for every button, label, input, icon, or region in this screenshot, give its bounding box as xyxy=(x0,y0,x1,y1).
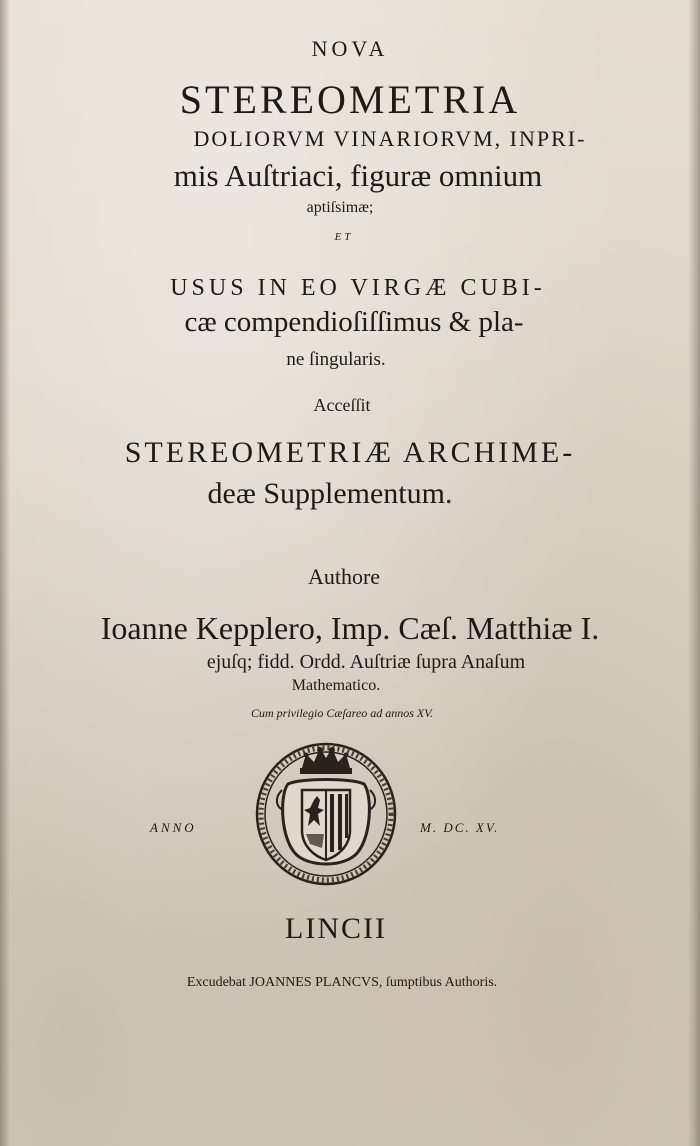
author-role: Mathematico. xyxy=(291,677,381,694)
author-label: Authore xyxy=(307,564,381,589)
title-stereometriae: STEREOMETRIÆ ARCHIME- xyxy=(124,436,576,469)
author-office: ejuſq; fidd. Ordd. Auſtriæ ſupra Anaſum xyxy=(206,651,526,673)
title-austriaci: mis Auſtriaci, figuræ omnium xyxy=(173,158,543,193)
title-singularis: ne ſingularis. xyxy=(286,349,386,370)
title-nova: NOVA xyxy=(311,36,389,61)
title-aptissimae: aptiſsimæ; xyxy=(306,199,374,216)
title-doliorum: DOLIORVM VINARIORVM, INPRI- xyxy=(193,126,587,151)
imprint-printer: Excudebat JOANNES PLANCVS, ſumptibus Authoris. xyxy=(186,975,498,990)
coat-of-arms-icon xyxy=(254,738,398,886)
title-supplementum: deæ Supplementum. xyxy=(207,477,453,510)
title-accessit: Acceſſit xyxy=(313,395,371,415)
title-et: ET xyxy=(334,231,354,243)
imprint-place: LINCII xyxy=(285,912,387,945)
privilege-note: Cum privilegio Cæſareo ad annos XV. xyxy=(250,706,433,720)
title-stereometria: STEREOMETRIA xyxy=(179,77,521,122)
title-usus: USUS IN EO VIRGÆ CUBI- xyxy=(170,275,546,301)
year-label-left: ANNO xyxy=(150,820,197,835)
year-label-right: M. DC. XV. xyxy=(420,820,500,835)
title-compendiosissimus: cæ compendioſiſſimus & pla- xyxy=(184,306,524,338)
author-name: Ioanne Kepplero, Imp. Cæſ. Matthiæ I. xyxy=(100,610,600,646)
